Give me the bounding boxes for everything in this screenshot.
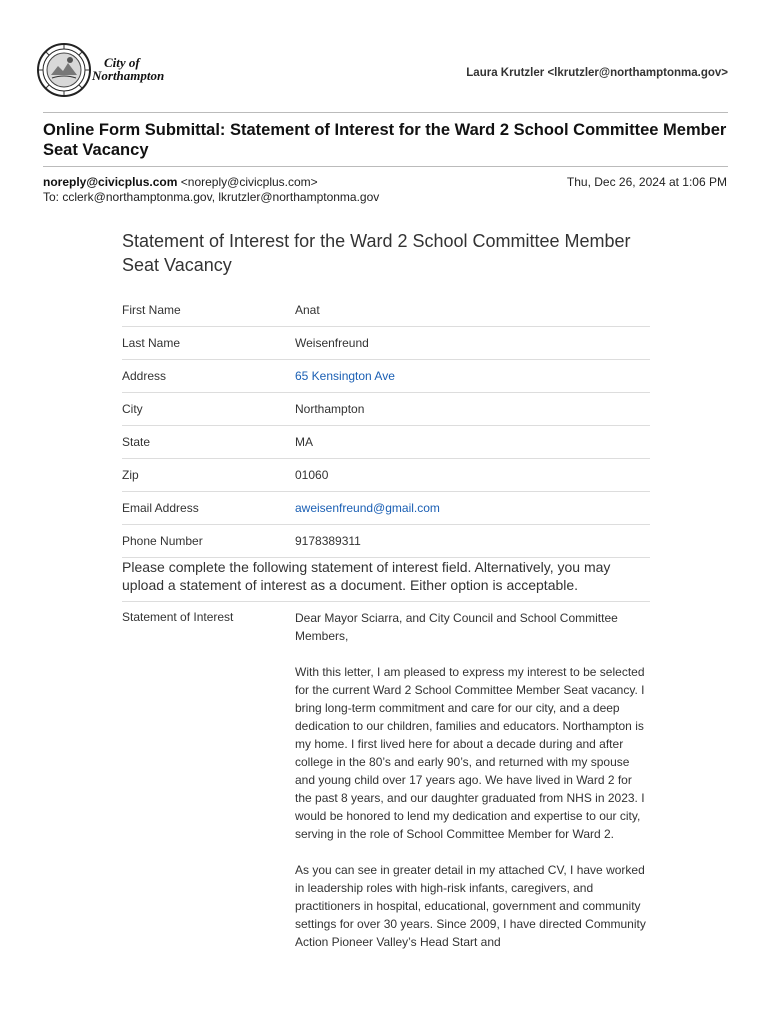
sender-name[interactable]: noreply@civicplus.com <box>43 175 178 189</box>
instructions-divider <box>122 601 650 602</box>
field-value: Northampton <box>295 402 365 416</box>
statement-label: Statement of Interest <box>122 610 234 624</box>
field-row-last-name <box>122 327 650 360</box>
field-row-zip <box>122 459 650 492</box>
field-label: Zip <box>122 468 139 482</box>
statement-paragraph: With this letter, I am pleased to express my interest to be selected for the current Ward 2 School Committee Member Seat vacancy. I bring long-term commitment and care for our city, and a deep dedication to our children, families and educators. Northampton is my home. I first lived here for about a decade during and after college in the 80’s and early 90’s, and returned with my spouse and young child over 17 years ago. We have lived in Ward 2 for the past 8 years, and our daughter graduated from NHS in 2023. I would be honored to lend my dedication and expertise to our city, serving in the role of School Committee Member for Ward 2. <box>295 665 645 841</box>
email-date: Thu, Dec 26, 2024 at 1:06 PM <box>566 175 727 189</box>
sender-address: <noreply@civicplus.com> <box>180 175 318 189</box>
field-label: State <box>122 435 151 449</box>
field-value: Weisenfreund <box>295 336 369 350</box>
field-value: Anat <box>295 303 320 317</box>
field-row-email <box>122 492 650 525</box>
header-divider <box>43 112 728 113</box>
email-recipients: To: cclerk@northamptonma.gov, lkrutzler@northamptonma.gov <box>43 190 380 204</box>
statement-paragraph: Dear Mayor Sciarra, and City Council and School Committee Members, <box>295 611 618 643</box>
field-label: City <box>122 402 143 416</box>
field-label: Phone Number <box>122 534 203 548</box>
email-link[interactable]: aweisenfreund@gmail.com <box>295 501 440 515</box>
field-row-state <box>122 426 650 459</box>
subject-divider <box>43 166 728 167</box>
city-logo-text <box>92 56 164 82</box>
form-instructions: Please complete the following statement of interest field. Alternatively, you may upload a statement of interest as a document. Either option is acceptable. <box>122 559 611 593</box>
field-row-phone <box>122 525 650 558</box>
address-link[interactable]: 65 Kensington Ave <box>295 369 395 383</box>
email-subject: Online Form Submittal: Statement of Interest for the Ward 2 School Committee Member Seat Vacancy <box>43 121 727 159</box>
field-label: Address <box>122 369 167 383</box>
form-fields-table <box>122 294 650 558</box>
field-label: First Name <box>122 303 181 317</box>
field-label: Last Name <box>122 336 181 350</box>
email-header <box>36 42 728 102</box>
email-from <box>43 175 318 189</box>
statement-body <box>295 609 650 969</box>
account-name: Laura Krutzler <lkrutzler@northamptonma.gov> <box>466 67 728 79</box>
field-value: 9178389311 <box>295 534 361 548</box>
field-value: 01060 <box>295 468 329 482</box>
logo-line-1: City of <box>104 55 140 70</box>
field-label: Email Address <box>122 501 199 515</box>
field-row-city <box>122 393 650 426</box>
city-seal-icon <box>36 42 92 98</box>
statement-paragraph: As you can see in greater detail in my attached CV, I have worked in leadership roles with high-risk infants, caregivers, and practitioners in hospital, educational, government and community settings for over 30 years. Since 2009, I have directed Community Action Pioneer Valley’s Head Start and <box>295 863 646 949</box>
logo-line-2: Northampton <box>92 68 165 83</box>
field-row-address <box>122 360 650 393</box>
field-value: MA <box>295 435 313 449</box>
field-row-first-name <box>122 294 650 327</box>
form-title: Statement of Interest for the Ward 2 School Committee Member Seat Vacancy <box>122 231 631 275</box>
